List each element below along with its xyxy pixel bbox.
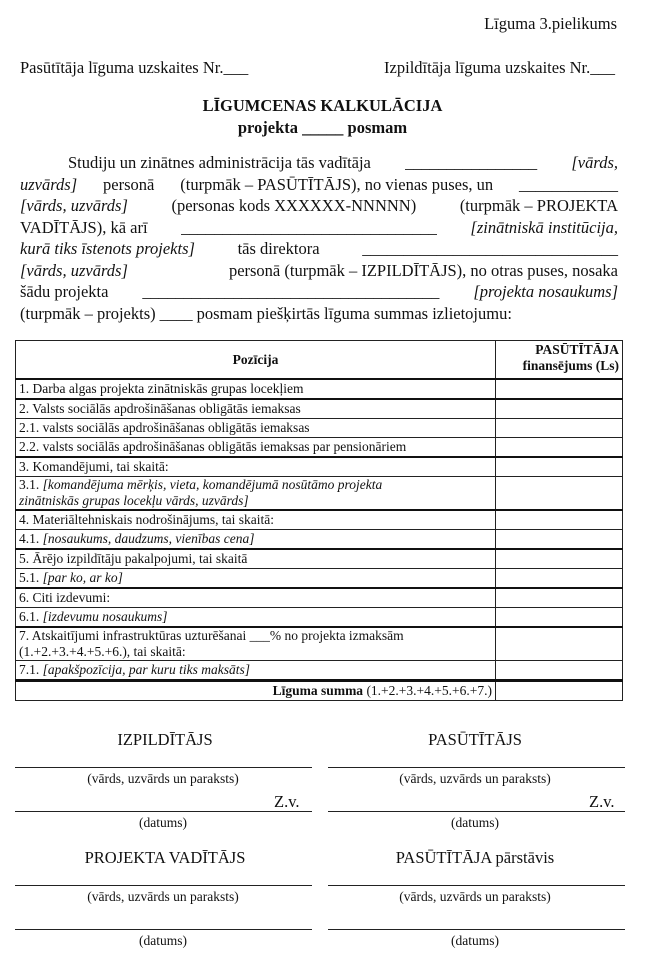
- position-cell: [16, 530, 496, 550]
- placeholder-text: [projekta nosaukums]: [473, 282, 618, 301]
- financing-cell: [496, 477, 623, 511]
- document-title: LĪGUMCENAS KALKULĀCIJA: [202, 96, 443, 115]
- position-number: 4.1.: [19, 531, 43, 546]
- customer-date-caption: (datums): [451, 815, 499, 830]
- position-number: 6.1.: [19, 609, 43, 624]
- placeholder-text: uzvārds]: [20, 174, 78, 194]
- financing-cell: [496, 530, 623, 550]
- financing-cell: [496, 549, 623, 569]
- table-row: [16, 569, 623, 589]
- financing-cell: [496, 608, 623, 628]
- contractor-heading: IZPILDĪTĀJS: [117, 730, 213, 749]
- financing-cell: [496, 569, 623, 589]
- appendix-label: Līguma 3.pielikums: [484, 14, 617, 33]
- paragraph-line: [20, 238, 618, 260]
- table-row: [16, 510, 623, 530]
- blank-field: ________________: [405, 153, 538, 172]
- customer-representative-date-line: [328, 929, 625, 930]
- customer-representative-name-caption: (vārds, uzvārds un paraksts): [399, 889, 551, 904]
- position-cell: [16, 457, 496, 477]
- table-row: [16, 608, 623, 628]
- blank-field: ____________________________________: [142, 282, 440, 301]
- contractor-seal-label: Z.v.: [274, 792, 300, 811]
- position-cell: [16, 438, 496, 458]
- position-cell: [16, 379, 496, 399]
- financing-cell: [496, 510, 623, 530]
- project-leader-date-caption: (datums): [139, 933, 187, 948]
- position-number: 2.1.: [19, 420, 43, 435]
- project-leader-heading: PROJEKTA VADĪTĀJS: [84, 848, 246, 867]
- sum-formula: (1.+2.+3.+4.+5.+6.+7.): [366, 683, 492, 698]
- position-cell: [16, 399, 496, 419]
- table-row: [16, 588, 623, 608]
- position-text: Valsts sociālās apdrošināšanas obligātās iemaksas: [32, 401, 301, 416]
- position-text: [komandējuma mērķis, vieta, komandējumā nosūtāmo projekta: [42, 477, 383, 492]
- column-header-line: PASŪTĪTĀJA: [535, 342, 619, 357]
- placeholder-text: kurā tiks īstenots projekts]: [20, 239, 195, 258]
- position-number: 5.: [19, 551, 33, 566]
- position-cell: [16, 588, 496, 608]
- paragraph-line: [20, 174, 618, 196]
- blank-field: ____: [159, 303, 193, 323]
- financing-cell: [496, 588, 623, 608]
- position-text: valsts sociālās apdrošināšanas obligātās iemaksas: [42, 420, 310, 435]
- table-row: [16, 661, 623, 681]
- contractor-date-caption: (datums): [139, 815, 187, 830]
- paragraph-text: (turpmāk – PROJEKTA: [459, 196, 618, 215]
- customer-account-number: Pasūtītāja līguma uzskaites Nr.___: [20, 58, 249, 77]
- position-number: 3.1.: [19, 477, 43, 492]
- position-number: 7.1.: [19, 662, 43, 677]
- paragraph-text: (turpmāk – PASŪTĪTĀJS), no vienas puses, un: [180, 174, 494, 194]
- paragraph-text: (personas kods XXXXXX-NNNNN): [171, 196, 417, 215]
- position-cell: [16, 549, 496, 569]
- customer-heading: PASŪTĪTĀJS: [428, 730, 522, 749]
- project-leader-name-caption: (vārds, uzvārds un paraksts): [87, 889, 239, 904]
- contractor-signature-line: [15, 767, 312, 768]
- table-row: [16, 457, 623, 477]
- position-cell: [16, 477, 496, 511]
- table-row: [16, 627, 623, 661]
- paragraph-text: šādu projekta: [20, 282, 109, 301]
- position-number: 5.1.: [19, 570, 43, 585]
- paragraph-line: [20, 281, 618, 303]
- position-cell: [16, 569, 496, 589]
- sum-row: [16, 681, 623, 701]
- financing-cell: [496, 627, 623, 661]
- position-number: 2.: [19, 401, 33, 416]
- placeholder-text: [vārds, uzvārds]: [20, 260, 128, 280]
- sum-value-cell: [496, 681, 623, 701]
- placeholder-text: [zinātniskā institūcija,: [470, 217, 618, 237]
- column-header-financing: [496, 341, 623, 380]
- position-text: [nosaukums, daudzums, vienības cena]: [42, 531, 255, 546]
- blank-field: _______________________________: [362, 239, 618, 258]
- contractor-date-line: [15, 811, 312, 812]
- table-row: [16, 530, 623, 550]
- position-number: 7.: [19, 628, 32, 643]
- table-header-row: [16, 341, 623, 380]
- financing-cell: [496, 438, 623, 458]
- project-leader-date-line: [15, 929, 312, 930]
- position-number: 2.2.: [19, 439, 43, 454]
- financing-cell: [496, 661, 623, 681]
- paragraph-text: Studiju un zinātnes administrācija tās vadītāja: [68, 153, 371, 172]
- position-cell: [16, 510, 496, 530]
- position-cell: [16, 627, 496, 661]
- contractor-account-number: Izpildītāja līguma uzskaites Nr.___: [384, 58, 615, 77]
- financing-cell: [496, 419, 623, 438]
- paragraph-text: personā: [103, 174, 155, 194]
- paragraph-text: tās direktora: [237, 239, 320, 258]
- position-text-continued: (1.+2.+3.+4.+5.+6.), tai skaitā:: [19, 644, 186, 659]
- position-number: 6.: [19, 590, 33, 605]
- table-row: [16, 419, 623, 438]
- placeholder-text: [vārds, uzvārds]: [20, 196, 128, 215]
- position-text: Komandējumi, tai skaitā:: [32, 459, 169, 474]
- customer-seal-label: Z.v.: [589, 792, 615, 811]
- customer-representative-signature-line: [328, 885, 625, 886]
- position-text-continued: zinātniskās grupas locekļu vārds, uzvārds]: [19, 493, 249, 508]
- table-row: [16, 477, 623, 511]
- sum-label: Līguma summa: [272, 683, 364, 698]
- financing-cell: [496, 379, 623, 399]
- position-number: 3.: [19, 459, 33, 474]
- paragraph-text: (turpmāk – projekts): [20, 303, 156, 323]
- position-number: 4.: [19, 512, 33, 527]
- financing-cell: [496, 399, 623, 419]
- position-text: valsts sociālās apdrošināšanas obligātās iemaksas par pensionāriem: [42, 439, 407, 454]
- paragraph-text: VADĪTĀJS), kā arī: [20, 217, 148, 237]
- paragraph-line: [20, 152, 618, 174]
- table-row: [16, 379, 623, 399]
- position-text: Ārējo izpildītāju pakalpojumi, tai skaitā: [32, 551, 248, 566]
- blank-field: ____________: [519, 174, 618, 194]
- table-row: [16, 438, 623, 458]
- financing-cell: [496, 457, 623, 477]
- customer-name-caption: (vārds, uzvārds un paraksts): [399, 771, 551, 786]
- column-header-position: Pozīcija: [16, 341, 496, 380]
- paragraph-line: [20, 303, 618, 325]
- position-text: Atskaitījumi infrastruktūras uzturēšanai ___% no projekta izmaksām: [31, 628, 404, 643]
- position-cell: [16, 661, 496, 681]
- customer-signature-line: [328, 767, 625, 768]
- sum-label-cell: [16, 681, 496, 701]
- position-text: [apakšpozīcija, par kuru tiks maksāts]: [42, 662, 250, 677]
- column-header-line: finansējums (Ls): [522, 358, 619, 373]
- customer-representative-heading: PASŪTĪTĀJA pārstāvis: [395, 848, 555, 867]
- position-text: [izdevumu nosaukums]: [42, 609, 168, 624]
- document-subtitle: projekta _____ posmam: [237, 118, 408, 137]
- calculation-table: [15, 340, 623, 701]
- table-row: [16, 549, 623, 569]
- paragraph-text: posmam piešķirtās līguma summas izlietojumu:: [196, 303, 512, 323]
- paragraph-line: [20, 260, 618, 282]
- blank-field: _______________________________: [181, 217, 437, 237]
- paragraph-text: personā (turpmāk – IZPILDĪTĀJS), no otras puses, nosaka: [228, 260, 618, 280]
- customer-representative-date-caption: (datums): [451, 933, 499, 948]
- position-text: Darba algas projekta zinātniskās grupas locekļiem: [32, 381, 304, 396]
- position-text: Citi izdevumi:: [32, 590, 111, 605]
- position-cell: [16, 419, 496, 438]
- position-text: Materiāltehniskais nodrošinājums, tai skaitā:: [32, 512, 274, 527]
- paragraph-line: [20, 195, 618, 217]
- customer-date-line: [328, 811, 625, 812]
- paragraph-line: [20, 217, 618, 239]
- project-leader-signature-line: [15, 885, 312, 886]
- position-cell: [16, 608, 496, 628]
- contractor-name-caption: (vārds, uzvārds un paraksts): [87, 771, 239, 786]
- table-body: [16, 379, 623, 681]
- placeholder-text: [vārds,: [571, 153, 618, 172]
- position-text: [par ko, ar ko]: [42, 570, 123, 585]
- agreement-paragraph: [20, 152, 618, 324]
- position-number: 1.: [19, 381, 33, 396]
- table-row: [16, 399, 623, 419]
